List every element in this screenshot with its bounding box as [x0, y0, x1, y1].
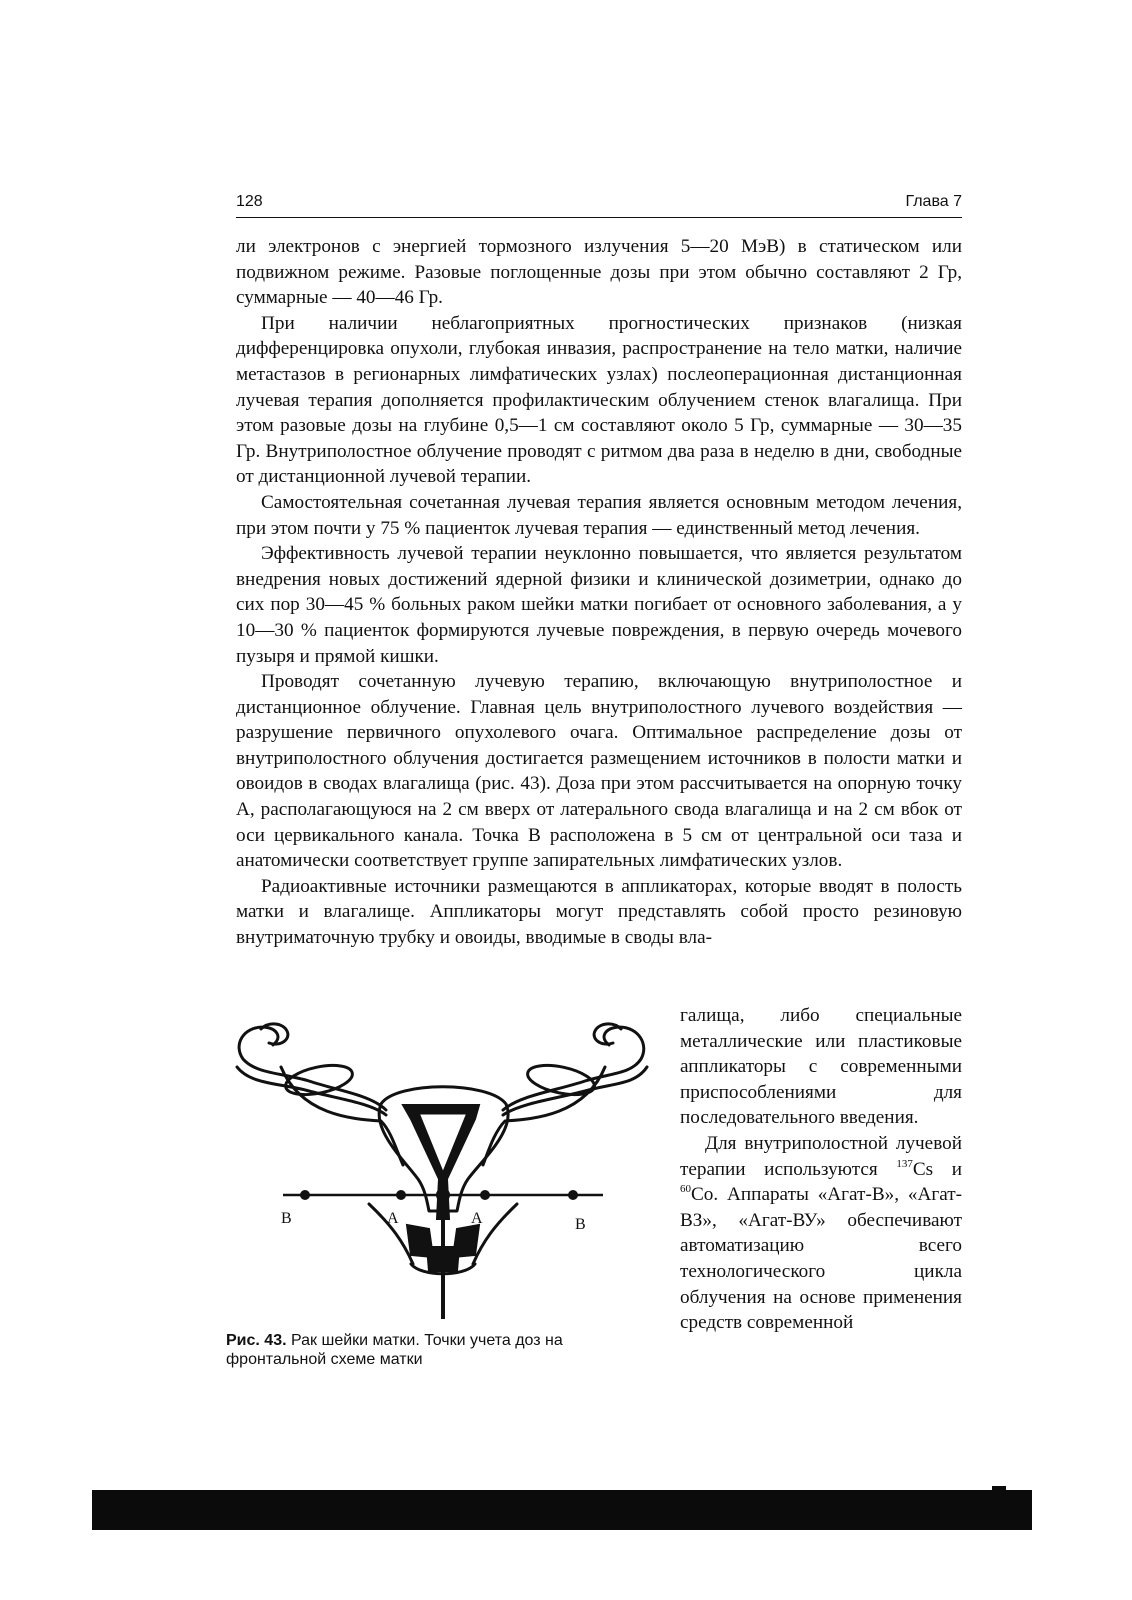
text-run: Cs и: [912, 1158, 962, 1180]
figure-caption-label: Рис. 43.: [226, 1332, 287, 1349]
scan-edge-bar: [92, 1490, 1032, 1530]
left-tube-inner: [237, 1067, 386, 1115]
text-run: Co. Аппараты «Агат-В», «Агат-ВЗ», «Агат-ВУ» обеспечивают автоматизацию всего технологического цикла облучения на основе применения средств современной: [680, 1184, 962, 1334]
point-b-left-label: B: [281, 1210, 292, 1227]
point-b-left-marker: [300, 1190, 310, 1200]
right-tube-inner: [503, 1067, 647, 1115]
paragraph: Самостоятельная сочетанная лучевая терапия является основным методом лечения, при этом почти у 75 % пациенток лучевая терапия — единственный метод лечения.: [236, 491, 962, 539]
point-a-right-marker: [480, 1190, 490, 1200]
paragraph: Радиоактивные источники размещаются в аппликаторах, которые вводят в полость матки и влагалище. Аппликаторы могут представлять собой просто резиновую внутриматочную трубку и овоиды, вводимые в своды вла-: [236, 875, 962, 949]
figure-caption-text: Рак шейки матки. Точки учета доз на фронтальной схеме матки: [226, 1332, 563, 1368]
paragraph: [680, 1131, 962, 1336]
paragraph: Проводят сочетанную лучевую терапию, включающую внутриполостное и дистанционное облучение. Главная цель внутриполостного лучевого воздействия — разрушение первичного опухолевого очага. Оптимальное распределение дозы от внутриполостного облучения достигается размещением источников в полости матки и овоидов в сводах влагалища (рис. 43). Доза при этом рассчитывается на опорную точку А, располагающуюся на 2 см вверх от латерального свода влагалища и на 2 см вбок от оси цервикального канала. Точка В расположена в 5 см от центральной оси таза и анатомически соответствует группе запирательных лимфатических узлов.: [236, 671, 962, 872]
isotope-mass: 137: [896, 1157, 913, 1170]
isotope-mass: 60: [680, 1183, 691, 1196]
left-ovary: [283, 1060, 355, 1100]
left-fimbria: [261, 1024, 288, 1044]
point-a-right-label: A: [471, 1210, 483, 1227]
paragraph-continuation: галища, либо специальные металлические или пластиковые аппликаторы с современными приспособлениями для последовательного введения.: [680, 1005, 962, 1129]
body-text: [236, 234, 962, 951]
left-ligament: [281, 1067, 403, 1165]
chapter-title: Глава 7: [905, 193, 962, 210]
wrapped-text-column: [680, 1003, 962, 1336]
point-a-left-marker: [396, 1190, 406, 1200]
scan-edge-mark: [992, 1486, 1006, 1495]
text-run: Для внутриполостной лучевой терапии используются: [680, 1132, 962, 1180]
paragraph: Эффективность лучевой терапии неуклонно повышается, что является результатом внедрения новых достижений ядерной физики и клинической дозиметрии, однако до сих пор 30—45 % больных раком шейки матки погибает от основного заболевания, а у 10—30 % пациенток формируются лучевые повреждения, в первую очередь мочевого пузыря и прямой кишки.: [236, 543, 962, 667]
uterus-diagram: [221, 1019, 661, 1336]
point-b-right-label: B: [575, 1216, 586, 1233]
point-a-left-label: A: [387, 1210, 399, 1227]
page-header: [236, 193, 962, 218]
point-center-marker: [436, 1188, 450, 1202]
page-number: 128: [236, 193, 263, 210]
point-b-right-marker: [568, 1190, 578, 1200]
paragraph: При наличии неблагоприятных прогностических признаков (низкая дифференцировка опухоли, глубокая инвазия, распространение на тело матки, наличие метастазов в регионарных лимфатических узлах) послеоперационная дистанционная лучевая терапия дополняется профилактическим облучением стенок влагалища. При этом разовые дозы на глубине 0,5—1 см составляют около 5 Гр, суммарные — 30—35 Гр. Внутриполостное облучение проводят с ритмом два раза в неделю в дни, свободные от дистанционной лучевой терапии.: [236, 312, 962, 488]
right-fimbria: [594, 1024, 621, 1044]
paragraph: ли электронов с энергией тормозного излучения 5—20 МэВ) в статическом или подвижном режиме. Разовые поглощенные дозы при этом обычно составляют 2 Гр, суммарные — 40—46 Гр.: [236, 236, 962, 309]
figure-caption: [226, 1331, 666, 1369]
